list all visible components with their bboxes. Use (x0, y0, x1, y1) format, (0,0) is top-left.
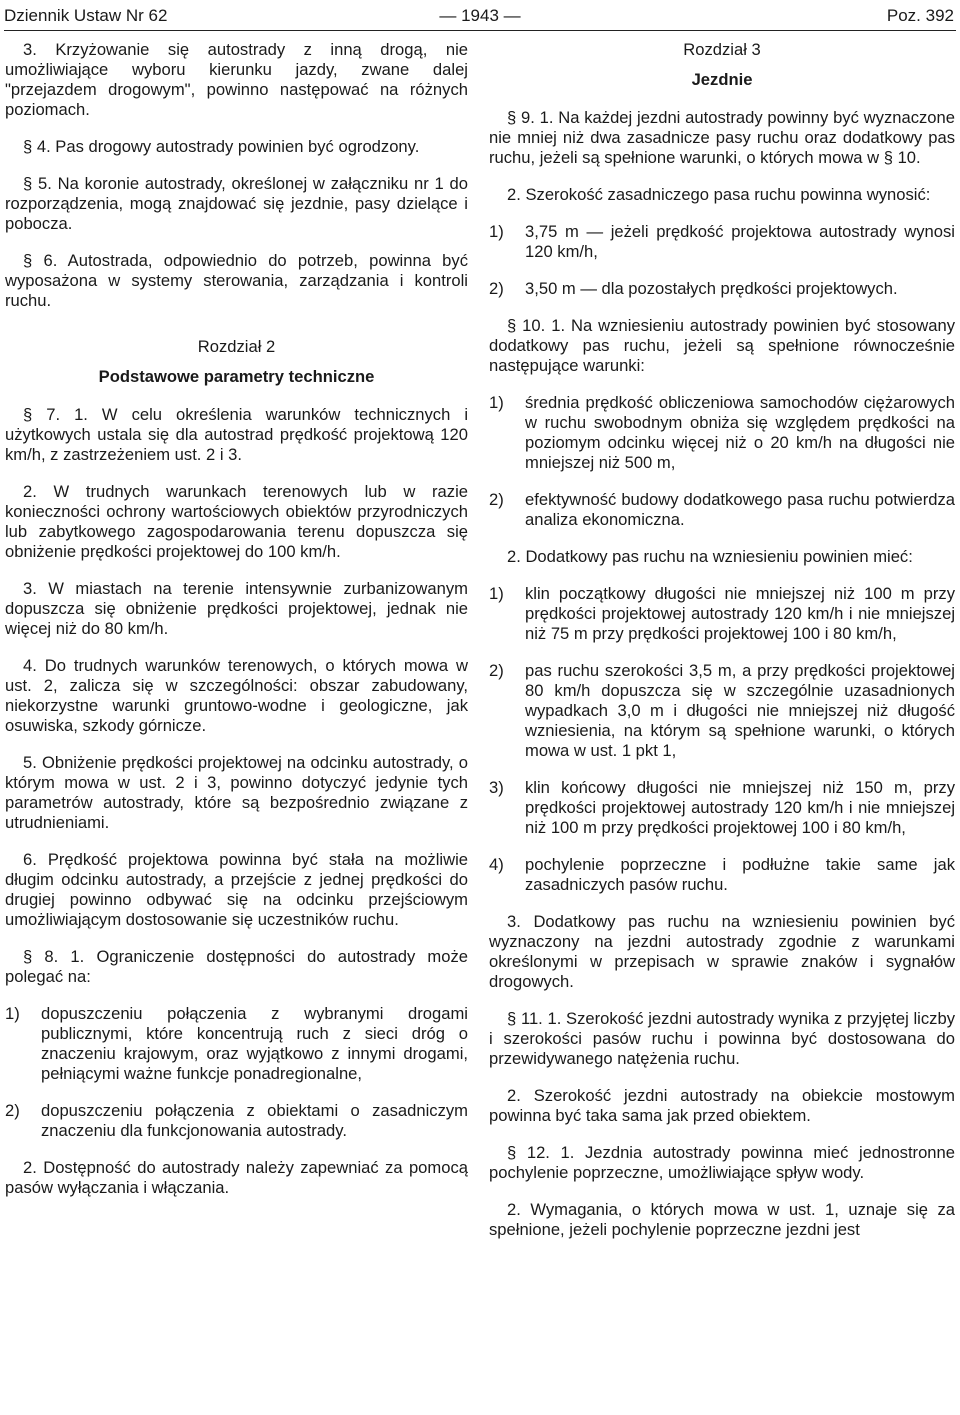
list-text: średnia prędkość obliczeniowa samochodów ciężarowych w ruchu swobodnym obniża się względem prędkości na poziomym odcinku więcej niż o 20 km/h na długości nie mniejszej niż 500 m, (525, 393, 955, 472)
list-item (489, 661, 955, 761)
position-number: Poz. 392 (886, 6, 954, 25)
chapter-label: Rozdział 2 (197, 337, 276, 356)
paragraph: § 12. 1. Jezdnia autostrady powinna mieć jednostronne pochylenie poprzeczne, umożliwiające spływ wody. (489, 1143, 955, 1182)
list-text: efektywność budowy dodatkowego pasa ruchu potwierdza analiza ekonomiczna. (525, 490, 955, 529)
list-item (489, 393, 955, 473)
list-number: 2) (5, 1101, 20, 1120)
list-text: pochylenie poprzeczne i podłużne takie same jak zasadniczych pasów ruchu. (525, 855, 955, 894)
paragraph: § 10. 1. Na wzniesieniu autostrady powinien być stosowany dodatkowy pas ruchu, jeżeli są spełnione równocześnie następujące warunki: (489, 316, 955, 375)
paragraph: § 7. 1. W celu określenia warunków technicznych i użytkowych ustala się dla autostrad prędkość projektową 120 km/h, z zastrzeżeniem ust. 2 i 3. (5, 405, 468, 464)
list-item (489, 584, 955, 644)
list-item (5, 1101, 468, 1141)
paragraph: § 9. 1. Na każdej jezdni autostrady powinny być wyznaczone nie mniej niż dwa zasadnicze pasy ruchu oraz dodatkowy pas ruchu, jeżeli są spełnione warunki, o których mowa w § 10. (489, 108, 955, 167)
page-header (4, 4, 956, 31)
list-text: dopuszczeniu połączenia z obiektami o zasadniczym znaczeniu dla funkcjonowania autostrady. (41, 1101, 468, 1140)
journal-title: Dziennik Ustaw Nr 62 (4, 6, 168, 25)
paragraph: 4. Do trudnych warunków terenowych, o których mowa w ust. 2, zalicza się w szczególności: obszar zabudowany, niekorzystne warunki gruntowo-wodne i geologiczne, jak osuwiska, szkody górnicze. (5, 656, 468, 735)
list-item (489, 490, 955, 530)
list-text: 3,50 m — dla pozostałych prędkości projektowych. (525, 279, 898, 298)
chapter-title: Jezdnie (691, 70, 753, 89)
paragraph: 2. Wymagania, o których mowa w ust. 1, uznaje się za spełnione, jeżeli pochylenie poprzeczne jezdni jest (489, 1200, 955, 1239)
paragraph: 2. Dodatkowy pas ruchu na wzniesieniu powinien mieć: (507, 547, 913, 566)
list-item (489, 222, 955, 262)
list-number: 1) (489, 222, 504, 241)
left-column (5, 40, 468, 1215)
paragraph: 2. W trudnych warunkach terenowych lub w razie konieczności ochrony wartościowych obiektów przyrodniczych lub zabytkowego zagospodarowania terenu dopuszcza się obniżenie prędkości projektowej do 100 km/h. (5, 482, 468, 561)
paragraph: 3. Krzyżowanie się autostrady z inną drogą, nie umożliwiające wyboru kierunku jazdy, zwane dalej "przejazdem drogowym", powinno następować na różnych poziomach. (5, 40, 468, 119)
paragraph: 2. Dostępność do autostrady należy zapewniać za pomocą pasów wyłączania i włączania. (5, 1158, 468, 1197)
paragraph: § 5. Na koronie autostrady, określonej w załączniku nr 1 do rozporządzenia, mogą znajdować się jezdnie, pasy dzielące i pobocza. (5, 174, 468, 233)
list-number: 4) (489, 855, 504, 874)
list-text: 3,75 m — jeżeli prędkość projektowa autostrady wynosi 120 km/h, (525, 222, 955, 261)
chapter-label: Rozdział 3 (683, 40, 761, 59)
list-number: 1) (489, 584, 504, 603)
list-number: 1) (5, 1004, 20, 1023)
paragraph: § 11. 1. Szerokość jezdni autostrady wynika z przyjętej liczby i szerokości pasów ruchu i powinna być dostosowana do przewidywanego natężenia ruchu. (489, 1009, 955, 1068)
paragraph: 6. Prędkość projektowa powinna być stała na możliwie długim odcinku autostrady, a przejście z jednej prędkości do drugiej powinno odbywać się na odcinku przejściowym umożliwiającym dostosowanie się uczestników ruchu. (5, 850, 468, 929)
paragraph: 2. Szerokość zasadniczego pasa ruchu powinna wynosić: (507, 185, 931, 204)
right-column (489, 40, 955, 1257)
paragraph: 5. Obniżenie prędkości projektowej na odcinku autostrady, o którym mowa w ust. 2 i 3, powinno dotyczyć jedynie tych parametrów autostrady, które są bezpośrednio związane z utrudnieniami. (5, 753, 468, 832)
list-text: dopuszczeniu połączenia z wybranymi drogami publicznymi, które koncentrują ruch z sieci dróg o znaczeniu krajowym, oraz wyjątkowo z innymi drogami, pełniącymi ważne funkcje ponadregionalne, (41, 1004, 468, 1083)
list-item (489, 279, 955, 299)
list-item (489, 855, 955, 895)
list-text: klin początkowy długości nie mniejszej niż 100 m przy prędkości projektowej autostrady 120 km/h i nie mniejszej niż 75 m przy prędkości projektowej 100 i 80 km/h, (525, 584, 955, 643)
list-number: 3) (489, 778, 504, 797)
page-number: — 1943 — (439, 6, 521, 25)
list-number: 1) (489, 393, 504, 412)
list-number: 2) (489, 279, 504, 298)
list-number: 2) (489, 490, 504, 509)
paragraph: 3. Dodatkowy pas ruchu na wzniesieniu powinien być wyznaczony na jezdni autostrady zgodnie z warunkami określonymi w przepisach w sprawie znaków i sygnałów drogowych. (489, 912, 955, 991)
list-item (489, 778, 955, 838)
paragraph: 2. Szerokość jezdni autostrady na obiekcie mostowym powinna być taka sama jak przed obiektem. (489, 1086, 955, 1125)
paragraph: § 6. Autostrada, odpowiednio do potrzeb, powinna być wyposażona w systemy sterowania, zarządzania i kontroli ruchu. (5, 251, 468, 310)
paragraph: § 4. Pas drogowy autostrady powinien być ogrodzony. (23, 137, 420, 156)
list-text: klin końcowy długości nie mniejszej niż 150 m, przy prędkości projektowej autostrady 120 km/h i nie mniejszej niż 100 m przy prędkości projektowej 100 i 80 km/h, (525, 778, 955, 837)
list-item (5, 1004, 468, 1084)
list-number: 2) (489, 661, 504, 680)
paragraph: 3. W miastach na terenie intensywnie zurbanizowanym dopuszcza się obniżenie prędkości projektowej, jednak nie więcej niż do 80 km/h. (5, 579, 468, 638)
paragraph: § 8. 1. Ograniczenie dostępności do autostrady może polegać na: (5, 947, 468, 986)
chapter-title: Podstawowe parametry techniczne (98, 367, 375, 386)
list-text: pas ruchu szerokości 3,5 m, a przy prędkości projektowej 80 km/h dopuszcza się w szczególnie uzasadnionych wypadkach 3,0 m i długości nie mniejszej niż długość wzniesienia, na którym są spełnione warunki, o których mowa w ust. 1 pkt 1, (525, 661, 955, 760)
